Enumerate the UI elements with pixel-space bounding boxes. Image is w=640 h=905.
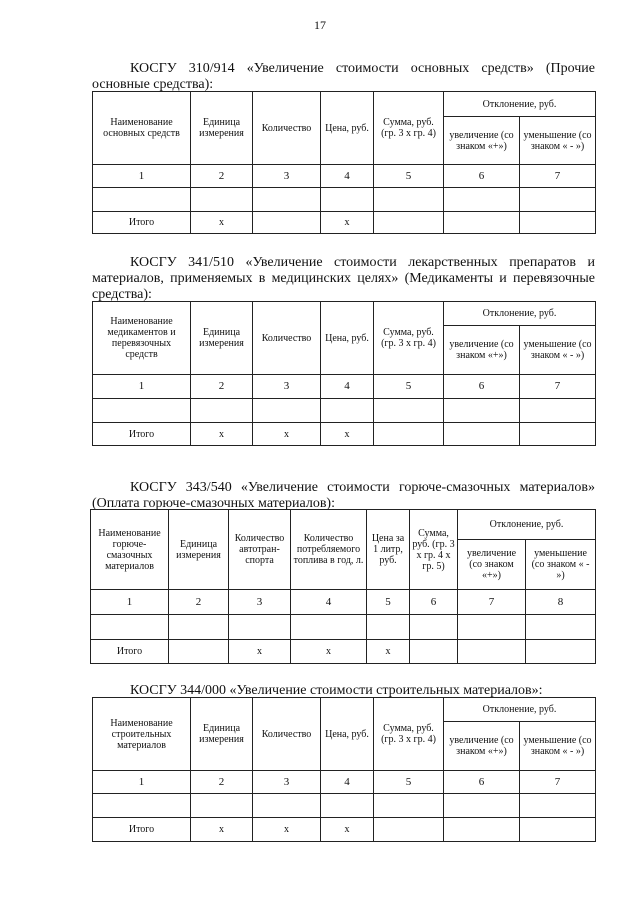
price-per-liter-column-header: Цена за 1 литр, руб. — [367, 510, 410, 590]
section3-heading: КОСГУ 343/540 «Увеличение стоимости горюче-смазочных материалов» (Оплата горюче-смазочных материалов): — [92, 480, 595, 511]
column-number: 4 — [321, 375, 374, 399]
name-column-header: Наименование медикаментов и перевязочных средств — [93, 302, 191, 375]
column-number: 5 — [374, 771, 444, 794]
column-number: 3 — [229, 590, 291, 615]
not-applicable-mark: х — [291, 640, 367, 664]
quantity-column-header: Количество — [253, 302, 321, 375]
not-applicable-mark: х — [191, 423, 253, 446]
column-number: 4 — [321, 771, 374, 794]
quantity-column-header: Количество — [253, 698, 321, 771]
column-number: 1 — [93, 375, 191, 399]
column-number: 5 — [367, 590, 410, 615]
price-column-header: Цена, руб. — [321, 302, 374, 375]
column-number: 3 — [253, 375, 321, 399]
column-number: 1 — [93, 771, 191, 794]
total-label: Итого — [91, 640, 169, 664]
unit-column-header: Единица измерения — [169, 510, 229, 590]
column-number: 6 — [444, 771, 520, 794]
column-number: 1 — [91, 590, 169, 615]
section3-table — [90, 509, 596, 664]
column-number: 2 — [169, 590, 229, 615]
table-header-row — [93, 302, 596, 326]
total-label: Итого — [93, 818, 191, 842]
column-number: 5 — [374, 375, 444, 399]
unit-column-header: Единица измерения — [191, 698, 253, 771]
section2-table — [92, 301, 596, 446]
deviation-column-header: Отклонение, руб. — [444, 92, 596, 117]
quantity-column-header: Количество — [253, 92, 321, 165]
name-column-header: Наименование основных средств — [93, 92, 191, 165]
increase-column-header: увеличение (со знаком «+») — [444, 326, 520, 375]
column-number: 3 — [253, 771, 321, 794]
deviation-column-header: Отклонение, руб. — [458, 510, 596, 540]
column-number: 1 — [93, 165, 191, 188]
column-number: 2 — [191, 375, 253, 399]
unit-column-header: Единица измерения — [191, 302, 253, 375]
empty-data-row — [93, 188, 596, 212]
increase-column-header: увеличение (со знаком «+») — [458, 540, 526, 590]
table-header-row — [93, 698, 596, 722]
increase-column-header: увеличение (со знаком «+») — [444, 722, 520, 771]
price-column-header: Цена, руб. — [321, 92, 374, 165]
column-number-row — [93, 375, 596, 399]
total-row — [93, 423, 596, 446]
total-row — [93, 212, 596, 234]
column-number: 6 — [444, 375, 520, 399]
decrease-column-header: уменьшение (со знаком « - ») — [526, 540, 596, 590]
not-applicable-mark: х — [321, 818, 374, 842]
table-header-row — [91, 510, 596, 540]
not-applicable-mark: х — [191, 212, 253, 234]
page-number: 17 — [314, 18, 326, 32]
decrease-column-header: уменьшение (со знаком « - ») — [520, 117, 596, 165]
column-number: 6 — [410, 590, 458, 615]
table-header-row — [93, 92, 596, 117]
name-column-header: Наименование горюче-смазочных материалов — [91, 510, 169, 590]
empty-data-row — [91, 615, 596, 640]
sum-column-header: Сумма, руб. (гр. 3 х гр. 4) — [374, 302, 444, 375]
not-applicable-mark: х — [253, 423, 321, 446]
empty-data-row — [93, 399, 596, 423]
column-number: 3 — [253, 165, 321, 188]
deviation-column-header: Отклонение, руб. — [444, 302, 596, 326]
column-number: 7 — [520, 771, 596, 794]
column-number: 2 — [191, 771, 253, 794]
column-number: 6 — [444, 165, 520, 188]
section1-table — [92, 91, 596, 234]
section4-heading: КОСГУ 344/000 «Увеличение стоимости строительных материалов»: — [130, 683, 543, 698]
column-number-row — [91, 590, 596, 615]
decrease-column-header: уменьшение (со знаком « - ») — [520, 326, 596, 375]
section2-heading: КОСГУ 341/510 «Увеличение стоимости лекарственных препаратов и материалов, применяемых в медицинских целях» (Медикаменты и перевязочные средства): — [92, 255, 595, 302]
empty-data-row — [93, 794, 596, 818]
section1-heading: КОСГУ 310/914 «Увеличение стоимости основных средств» (Прочие основные средства): — [92, 61, 595, 92]
column-number: 8 — [526, 590, 596, 615]
not-applicable-mark: х — [253, 818, 321, 842]
column-number: 4 — [321, 165, 374, 188]
not-applicable-mark: х — [191, 818, 253, 842]
column-number: 5 — [374, 165, 444, 188]
total-row — [91, 640, 596, 664]
column-number-row — [93, 165, 596, 188]
column-number: 4 — [291, 590, 367, 615]
section4-table — [92, 697, 596, 842]
total-row — [93, 818, 596, 842]
deviation-column-header: Отклонение, руб. — [444, 698, 596, 722]
price-column-header: Цена, руб. — [321, 698, 374, 771]
sum-column-header: Сумма, руб. (гр. 3 х гр. 4) — [374, 698, 444, 771]
total-label: Итого — [93, 212, 191, 234]
not-applicable-mark: х — [367, 640, 410, 664]
column-number: 7 — [520, 375, 596, 399]
increase-column-header: увеличение (со знаком «+») — [444, 117, 520, 165]
not-applicable-mark: х — [321, 423, 374, 446]
column-number: 7 — [520, 165, 596, 188]
sum-column-header: Сумма, руб. (гр. 3 х гр. 4 х гр. 5) — [410, 510, 458, 590]
transport-count-column-header: Количество автотран-спорта — [229, 510, 291, 590]
unit-column-header: Единица измерения — [191, 92, 253, 165]
not-applicable-mark: х — [321, 212, 374, 234]
column-number: 2 — [191, 165, 253, 188]
sum-column-header: Сумма, руб. (гр. 3 х гр. 4) — [374, 92, 444, 165]
total-label: Итого — [93, 423, 191, 446]
decrease-column-header: уменьшение (со знаком « - ») — [520, 722, 596, 771]
not-applicable-mark: х — [229, 640, 291, 664]
name-column-header: Наименование строительных материалов — [93, 698, 191, 771]
column-number: 7 — [458, 590, 526, 615]
column-number-row — [93, 771, 596, 794]
fuel-consumption-column-header: Количество потребляемого топлива в год, л. — [291, 510, 367, 590]
